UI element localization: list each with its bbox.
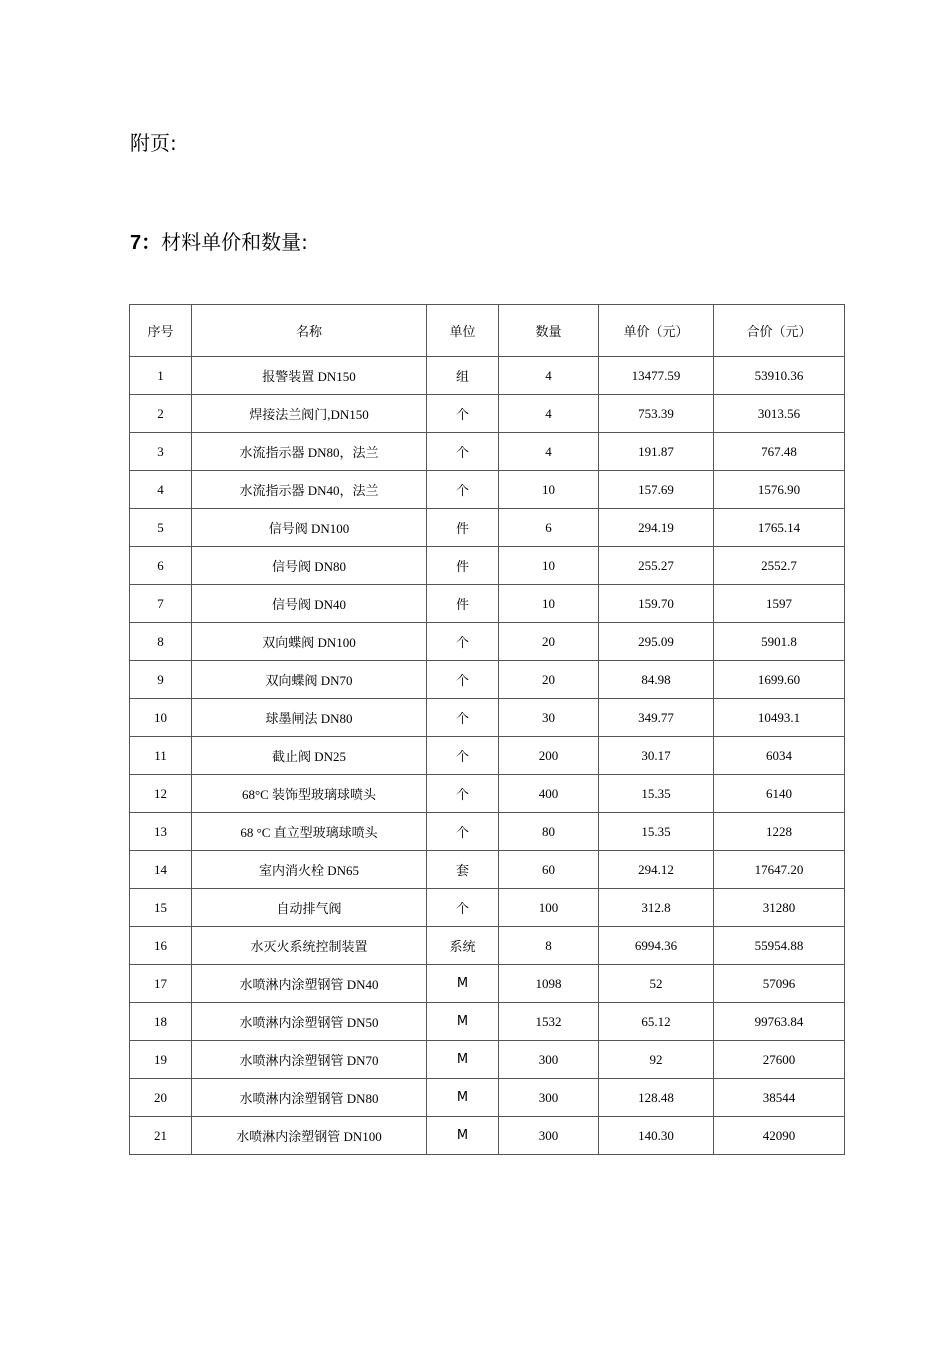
cell-qty: 6: [499, 509, 599, 547]
cell-price: 128.48: [599, 1079, 714, 1117]
cell-unit: 系统: [427, 927, 499, 965]
cell-no: 4: [130, 471, 192, 509]
cell-price: 140.30: [599, 1117, 714, 1155]
cell-qty: 10: [499, 585, 599, 623]
cell-unit: M: [427, 1003, 499, 1041]
header-qty: 数量: [499, 305, 599, 357]
cell-total: 1699.60: [714, 661, 845, 699]
cell-name: 自动排气阀: [192, 889, 427, 927]
cell-name: 水喷淋内涂塑钢管 DN70: [192, 1041, 427, 1079]
table-row: [130, 357, 845, 395]
cell-total: 55954.88: [714, 927, 845, 965]
section-number: 7：: [130, 232, 162, 254]
cell-no: 9: [130, 661, 192, 699]
table-row: [130, 623, 845, 661]
cell-name: 焊接法兰阀门,DN150: [192, 395, 427, 433]
cell-price: 191.87: [599, 433, 714, 471]
table-row: [130, 737, 845, 775]
cell-total: 42090: [714, 1117, 845, 1155]
table-row: [130, 585, 845, 623]
cell-unit: 组: [427, 357, 499, 395]
cell-unit: 个: [427, 471, 499, 509]
table-row: [130, 1079, 845, 1117]
cell-no: 19: [130, 1041, 192, 1079]
cell-total: 767.48: [714, 433, 845, 471]
cell-no: 8: [130, 623, 192, 661]
cell-name: 报警装置 DN150: [192, 357, 427, 395]
table-row: [130, 547, 845, 585]
cell-no: 6: [130, 547, 192, 585]
cell-no: 14: [130, 851, 192, 889]
header-total: 合价（元）: [714, 305, 845, 357]
cell-no: 12: [130, 775, 192, 813]
cell-total: 57096: [714, 965, 845, 1003]
cell-price: 255.27: [599, 547, 714, 585]
cell-no: 18: [130, 1003, 192, 1041]
cell-no: 5: [130, 509, 192, 547]
cell-total: 3013.56: [714, 395, 845, 433]
cell-unit: M: [427, 1041, 499, 1079]
header-price: 单价（元）: [599, 305, 714, 357]
cell-qty: 8: [499, 927, 599, 965]
cell-name: 信号阀 DN40: [192, 585, 427, 623]
cell-name: 截止阀 DN25: [192, 737, 427, 775]
cell-price: 65.12: [599, 1003, 714, 1041]
table-row: [130, 699, 845, 737]
cell-no: 11: [130, 737, 192, 775]
cell-total: 10493.1: [714, 699, 845, 737]
cell-unit: M: [427, 965, 499, 1003]
cell-price: 159.70: [599, 585, 714, 623]
cell-price: 295.09: [599, 623, 714, 661]
cell-price: 52: [599, 965, 714, 1003]
cell-name: 水喷淋内涂塑钢管 DN100: [192, 1117, 427, 1155]
cell-price: 13477.59: [599, 357, 714, 395]
cell-qty: 4: [499, 357, 599, 395]
cell-no: 10: [130, 699, 192, 737]
table-row: [130, 813, 845, 851]
table-row: [130, 1117, 845, 1155]
cell-name: 水喷淋内涂塑钢管 DN40: [192, 965, 427, 1003]
cell-unit: 个: [427, 889, 499, 927]
cell-total: 1597: [714, 585, 845, 623]
cell-price: 92: [599, 1041, 714, 1079]
cell-unit: M: [427, 1079, 499, 1117]
cell-name: 双向蝶阀 DN100: [192, 623, 427, 661]
cell-total: 31280: [714, 889, 845, 927]
cell-qty: 4: [499, 395, 599, 433]
cell-price: 312.8: [599, 889, 714, 927]
cell-no: 2: [130, 395, 192, 433]
cell-name: 球墨闸法 DN80: [192, 699, 427, 737]
cell-price: 294.12: [599, 851, 714, 889]
table-row: [130, 889, 845, 927]
cell-unit: 个: [427, 775, 499, 813]
cell-total: 5901.8: [714, 623, 845, 661]
cell-name: 水流指示器 DN40，法兰: [192, 471, 427, 509]
table-row: [130, 395, 845, 433]
cell-qty: 80: [499, 813, 599, 851]
cell-qty: 4: [499, 433, 599, 471]
cell-unit: 个: [427, 395, 499, 433]
appendix-heading: 附页:: [130, 131, 177, 155]
table-header-row: [130, 305, 845, 357]
cell-price: 349.77: [599, 699, 714, 737]
cell-unit: 个: [427, 813, 499, 851]
cell-qty: 300: [499, 1079, 599, 1117]
table-row: [130, 965, 845, 1003]
header-name: 名称: [192, 305, 427, 357]
cell-price: 30.17: [599, 737, 714, 775]
table-row: [130, 509, 845, 547]
cell-qty: 200: [499, 737, 599, 775]
cell-price: 15.35: [599, 775, 714, 813]
cell-qty: 400: [499, 775, 599, 813]
cell-total: 38544: [714, 1079, 845, 1117]
cell-price: 15.35: [599, 813, 714, 851]
cell-qty: 100: [499, 889, 599, 927]
section-title: 材料单价和数量:: [161, 230, 308, 254]
cell-total: 1228: [714, 813, 845, 851]
cell-name: 水喷淋内涂塑钢管 DN80: [192, 1079, 427, 1117]
cell-qty: 300: [499, 1041, 599, 1079]
cell-unit: 个: [427, 623, 499, 661]
cell-no: 1: [130, 357, 192, 395]
table-row: [130, 1003, 845, 1041]
table-row: [130, 927, 845, 965]
cell-qty: 300: [499, 1117, 599, 1155]
cell-total: 17647.20: [714, 851, 845, 889]
cell-no: 13: [130, 813, 192, 851]
cell-price: 294.19: [599, 509, 714, 547]
cell-name: 双向蝶阀 DN70: [192, 661, 427, 699]
cell-total: 99763.84: [714, 1003, 845, 1041]
cell-unit: 个: [427, 661, 499, 699]
table-row: [130, 851, 845, 889]
cell-qty: 1098: [499, 965, 599, 1003]
cell-unit: 个: [427, 433, 499, 471]
table-row: [130, 433, 845, 471]
cell-no: 3: [130, 433, 192, 471]
cell-name: 信号阀 DN100: [192, 509, 427, 547]
cell-name: 水灭火系统控制装置: [192, 927, 427, 965]
cell-qty: 20: [499, 661, 599, 699]
cell-name: 信号阀 DN80: [192, 547, 427, 585]
cell-name: 68 °C 直立型玻璃球喷头: [192, 813, 427, 851]
cell-qty: 1532: [499, 1003, 599, 1041]
cell-price: 753.39: [599, 395, 714, 433]
cell-total: 6140: [714, 775, 845, 813]
cell-qty: 30: [499, 699, 599, 737]
cell-price: 84.98: [599, 661, 714, 699]
cell-total: 2552.7: [714, 547, 845, 585]
cell-name: 水喷淋内涂塑钢管 DN50: [192, 1003, 427, 1041]
cell-qty: 10: [499, 471, 599, 509]
cell-price: 6994.36: [599, 927, 714, 965]
cell-name: 室内消火栓 DN65: [192, 851, 427, 889]
cell-total: 53910.36: [714, 357, 845, 395]
cell-unit: M: [427, 1117, 499, 1155]
cell-no: 17: [130, 965, 192, 1003]
materials-table: [129, 304, 845, 1155]
cell-no: 16: [130, 927, 192, 965]
cell-total: 1765.14: [714, 509, 845, 547]
cell-no: 15: [130, 889, 192, 927]
table-row: [130, 471, 845, 509]
table-row: [130, 1041, 845, 1079]
table-row: [130, 775, 845, 813]
table-row: [130, 661, 845, 699]
section-heading: [130, 230, 308, 255]
cell-total: 27600: [714, 1041, 845, 1079]
cell-unit: 件: [427, 585, 499, 623]
cell-unit: 个: [427, 737, 499, 775]
cell-unit: 件: [427, 547, 499, 585]
cell-unit: 套: [427, 851, 499, 889]
cell-qty: 60: [499, 851, 599, 889]
cell-name: 68°C 装饰型玻璃球喷头: [192, 775, 427, 813]
header-no: 序号: [130, 305, 192, 357]
cell-name: 水流指示器 DN80，法兰: [192, 433, 427, 471]
cell-no: 7: [130, 585, 192, 623]
cell-unit: 个: [427, 699, 499, 737]
cell-price: 157.69: [599, 471, 714, 509]
cell-total: 6034: [714, 737, 845, 775]
cell-no: 20: [130, 1079, 192, 1117]
table-body: [130, 357, 845, 1155]
cell-unit: 件: [427, 509, 499, 547]
header-unit: 单位: [427, 305, 499, 357]
cell-total: 1576.90: [714, 471, 845, 509]
cell-qty: 10: [499, 547, 599, 585]
cell-qty: 20: [499, 623, 599, 661]
cell-no: 21: [130, 1117, 192, 1155]
